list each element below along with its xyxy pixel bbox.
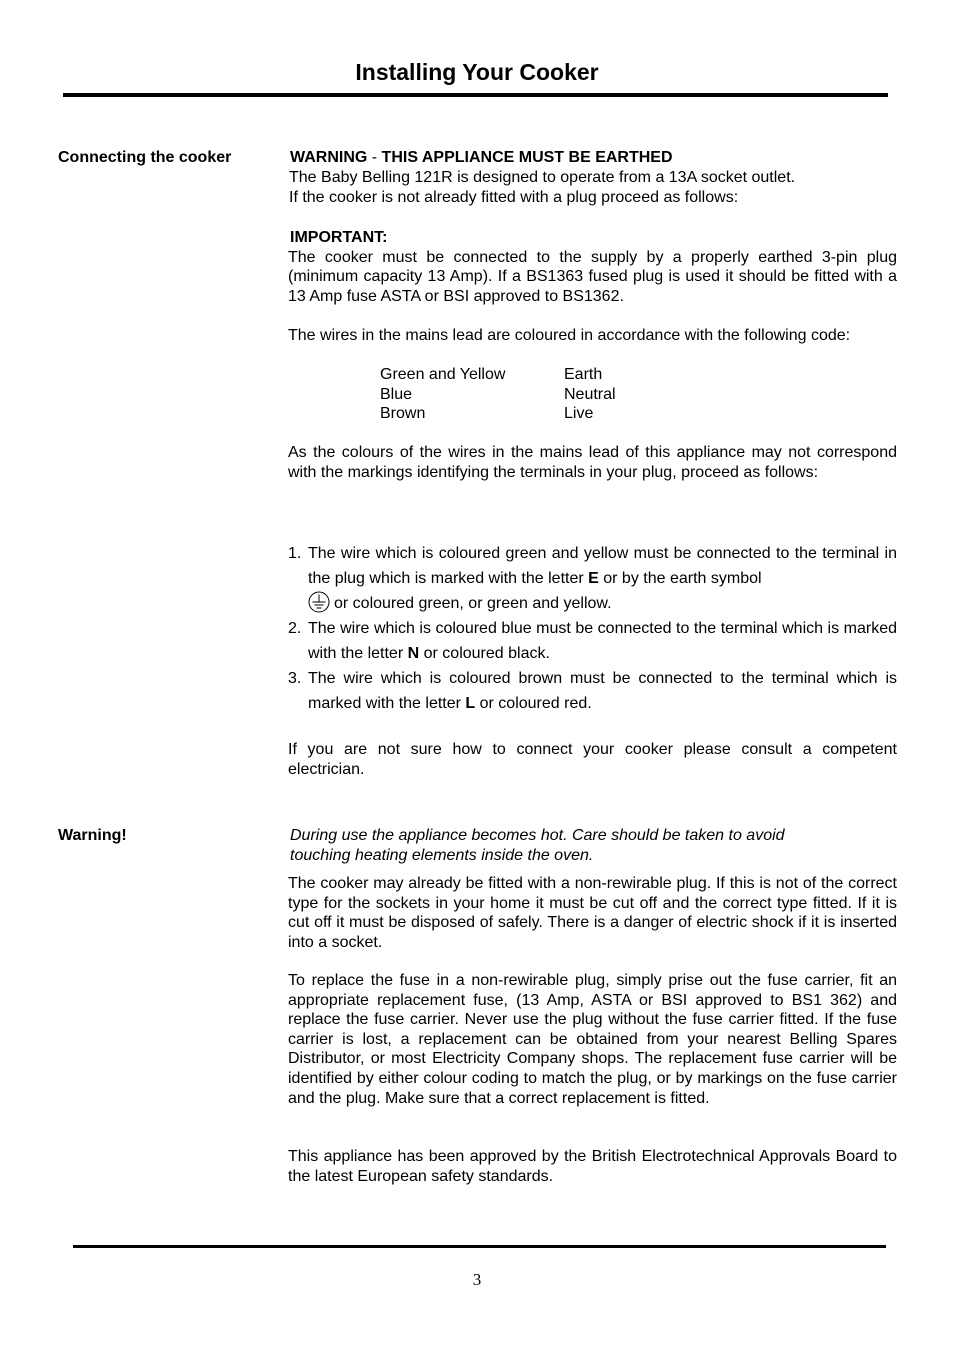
- warning-prefix: WARNING: [290, 149, 368, 166]
- important-block: [288, 228, 897, 306]
- fuse-paragraph: To replace the fuse in a non-rewirable plug, simply prise out the fuse carrier, fit an appropriate replacement fuse, (13 Amp, ASTA or BSI approved to BS1 362) and replace the fuse carrier. Never use the plug without the fuse carrier fitted. If the fuse carrier is lost, a replacement can be obtained from your nearest Belling Spares Distributor, or most Electricity Company shops. The replacement fuse carrier will be identified by either colour coding to match the plug, or by markings on the fuse carrier and the plug. Make sure that a correct replacement is fitted.: [288, 972, 897, 1107]
- wire-code-row: [380, 385, 616, 405]
- consult-text: If you are not sure how to connect your cooker please consult a competent electrician.: [288, 741, 897, 778]
- important-text: The cooker must be connected to the supply by a properly earthed 3-pin plug (minimum capacity 13 Amp). If a BS1363 fused plug is used it should be fitted with a 13 Amp fuse ASTA or BSI approved to BS1362.: [288, 248, 897, 305]
- wiring-steps: [288, 541, 897, 716]
- wire-colour: Blue: [380, 385, 413, 403]
- warning-text: THIS APPLIANCE MUST BE EARTHED: [381, 149, 673, 166]
- wire-code-row: [380, 404, 616, 424]
- intro-block: [289, 168, 898, 207]
- earth-symbol-icon: [308, 591, 330, 613]
- intro-line-2: If the cooker is not already fitted with a plug proceed as follows:: [289, 188, 739, 206]
- step-item: [288, 616, 897, 666]
- important-label: IMPORTANT:: [290, 229, 388, 246]
- correspond-text: As the colours of the wires in the mains lead of this appliance may not correspond with the markings identifying the terminals in your plug, proceed as follows:: [288, 444, 897, 481]
- wires-intro: The wires in the mains lead are coloured in accordance with the following code:: [288, 327, 851, 344]
- wire-function: Live: [564, 405, 594, 423]
- step-text: The wire which is coloured green and yellow must be connected to the terminal in the plug which is marked with the letter E or by the earth symbol or coloured green, or green and yellow.: [308, 545, 897, 612]
- step-item: [288, 541, 897, 616]
- wire-function: Earth: [564, 366, 603, 383]
- wire-colour: Brown: [380, 405, 426, 423]
- step-number: 2.: [288, 620, 302, 637]
- wire-colour: Green and Yellow: [380, 366, 506, 383]
- page-title: Installing Your Cooker: [355, 59, 599, 85]
- hot-warning-line-2: touching heating elements inside the oven.: [290, 846, 594, 864]
- hot-warning-line-1: During use the appliance becomes hot. Care should be taken to avoid: [290, 827, 785, 844]
- section-label-warning: Warning!: [58, 827, 127, 844]
- wire-function: Neutral: [564, 385, 616, 403]
- step-item: [288, 666, 897, 716]
- page-number: 3: [472, 1270, 482, 1289]
- section-label-connecting: Connecting the cooker: [58, 149, 232, 166]
- step-number: 3.: [288, 670, 302, 687]
- wire-code-row: [380, 365, 616, 385]
- earthing-warning: [290, 148, 673, 168]
- hot-warning: [290, 826, 899, 865]
- title-rule: [63, 93, 888, 97]
- step-number: 1.: [288, 545, 302, 562]
- plug-paragraph: The cooker may already be fitted with a non-rewirable plug. If this is not of the correct type for the sockets in your home it must be cut off and the correct type fitted. If it is cut off it must be disposed of safely. There is a danger of electric shock if it is inserted into a socket.: [288, 875, 897, 951]
- step-text: The wire which is coloured brown must be connected to the terminal which is marked with the letter L or coloured red.: [308, 670, 897, 712]
- wire-code-table: [380, 365, 616, 424]
- footer-rule: [73, 1245, 886, 1248]
- warning-dash: -: [367, 149, 382, 166]
- step-text: The wire which is coloured blue must be connected to the terminal which is marked with the letter N or coloured black.: [308, 620, 897, 662]
- intro-line-1: The Baby Belling 121R is designed to operate from a 13A socket outlet.: [289, 169, 796, 186]
- approval-paragraph: This appliance has been approved by the British Electrotechnical Approvals Board to the latest European safety standards.: [288, 1148, 897, 1185]
